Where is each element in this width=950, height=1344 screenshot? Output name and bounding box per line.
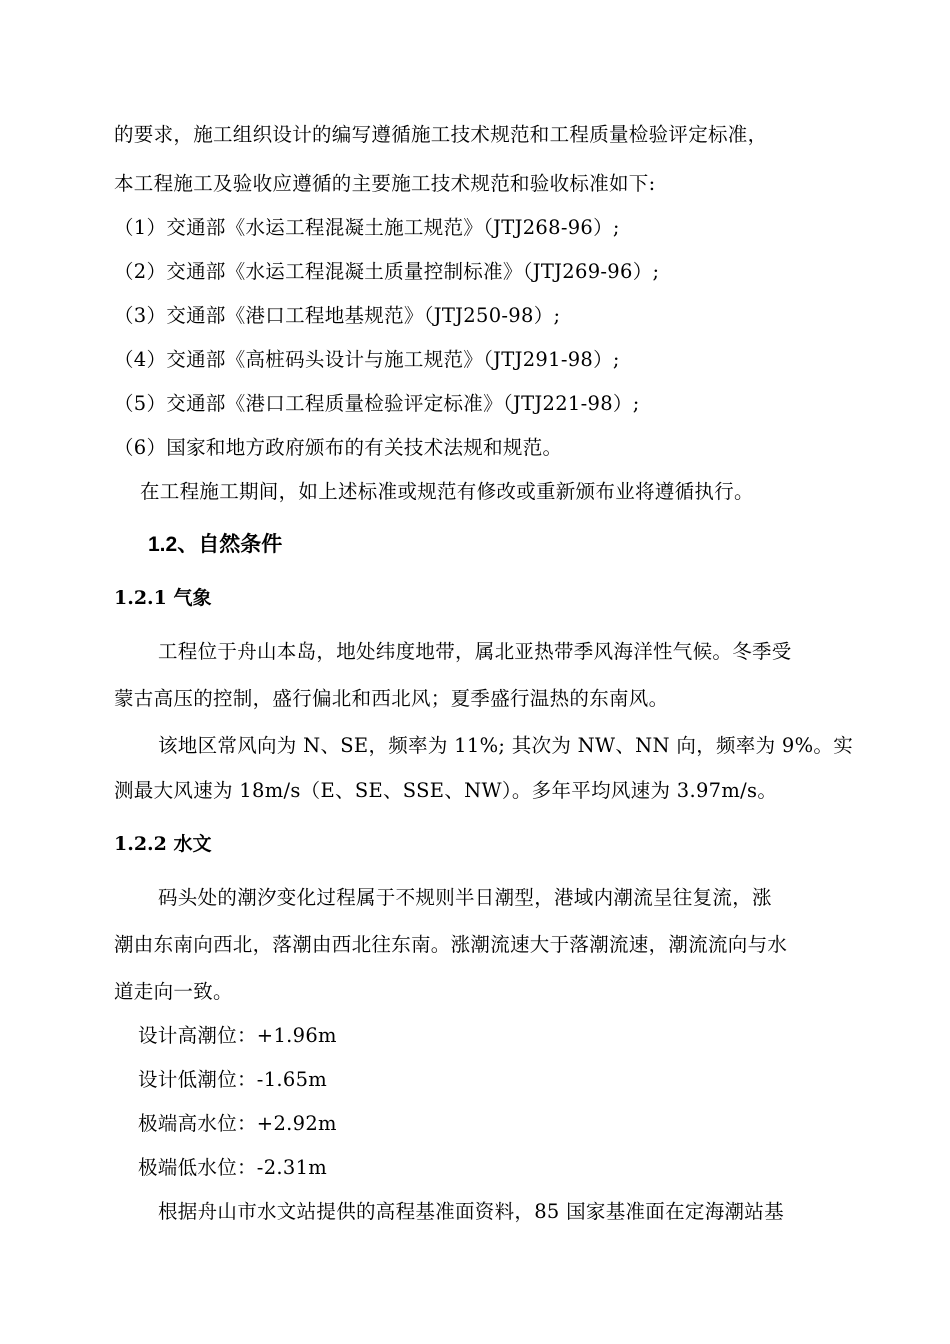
tide-level-extreme-high: 极端高水位：+2.92m — [138, 1112, 337, 1135]
standard-item-1: （1）交通部《水运工程混凝土施工规范》（JTJ268-96）; — [114, 216, 620, 239]
intro-line-2: 本工程施工及验收应遵循的主要施工技术规范和验收标准如下: — [114, 172, 656, 195]
tide-level-design-high: 设计高潮位：+1.96m — [138, 1024, 337, 1047]
weather-paragraph-2-line-1: 该地区常风向为 N、SE，频率为 11%; 其次为 NW、NN 向，频率为 9%。实 — [158, 734, 854, 757]
weather-paragraph-1-line-1: 工程位于舟山本岛，地处纬度地带，属北亚热带季风海洋性气候。冬季受 — [158, 640, 792, 663]
standard-item-4: （4）交通部《高桩码头设计与施工规范》（JTJ291-98）; — [114, 348, 620, 371]
standard-item-2: （2）交通部《水运工程混凝土质量控制标准》（JTJ269-96）; — [114, 260, 660, 283]
hydrology-paragraph-1-line-1: 码头处的潮汐变化过程属于不规则半日潮型，港域内潮流呈往复流，涨 — [158, 886, 772, 909]
revision-note: 在工程施工期间，如上述标准或规范有修改或重新颁布业将遵循执行。 — [140, 480, 754, 503]
hydrology-heading: 1.2.2 水文 — [114, 833, 212, 855]
weather-paragraph-2-line-2: 测最大风速为 18m/s（E、SE、SSE、NW）。多年平均风速为 3.97m/s。 — [114, 779, 778, 802]
standard-item-5: （5）交通部《港口工程质量检验评定标准》（JTJ221-98）; — [114, 392, 640, 415]
tide-level-design-low: 设计低潮位：-1.65m — [138, 1068, 328, 1091]
intro-line-1: 的要求，施工组织设计的编写遵循施工技术规范和工程质量检验评定标准， — [114, 123, 768, 146]
standard-item-6: （6）国家和地方政府颁布的有关技术法规和规范。 — [114, 436, 563, 459]
section-title: 1.2、自然条件 — [148, 533, 283, 556]
weather-heading: 1.2.1 气象 — [114, 587, 212, 609]
hydrology-paragraph-1-line-3: 道走向一致。 — [114, 980, 233, 1003]
hydrology-paragraph-1-line-2: 潮由东南向西北，落潮由西北往东南。涨潮流速大于落潮流速，潮流流向与水 — [114, 933, 788, 956]
weather-paragraph-1-line-2: 蒙古高压的控制，盛行偏北和西北风；夏季盛行温热的东南风。 — [114, 687, 669, 710]
hydrology-paragraph-2-line-1: 根据舟山市水文站提供的高程基准面资料，85 国家基准面在定海潮站基 — [158, 1200, 784, 1223]
tide-level-extreme-low: 极端低水位：-2.31m — [138, 1156, 328, 1179]
standard-item-3: （3）交通部《港口工程地基规范》（JTJ250-98）; — [114, 304, 561, 327]
